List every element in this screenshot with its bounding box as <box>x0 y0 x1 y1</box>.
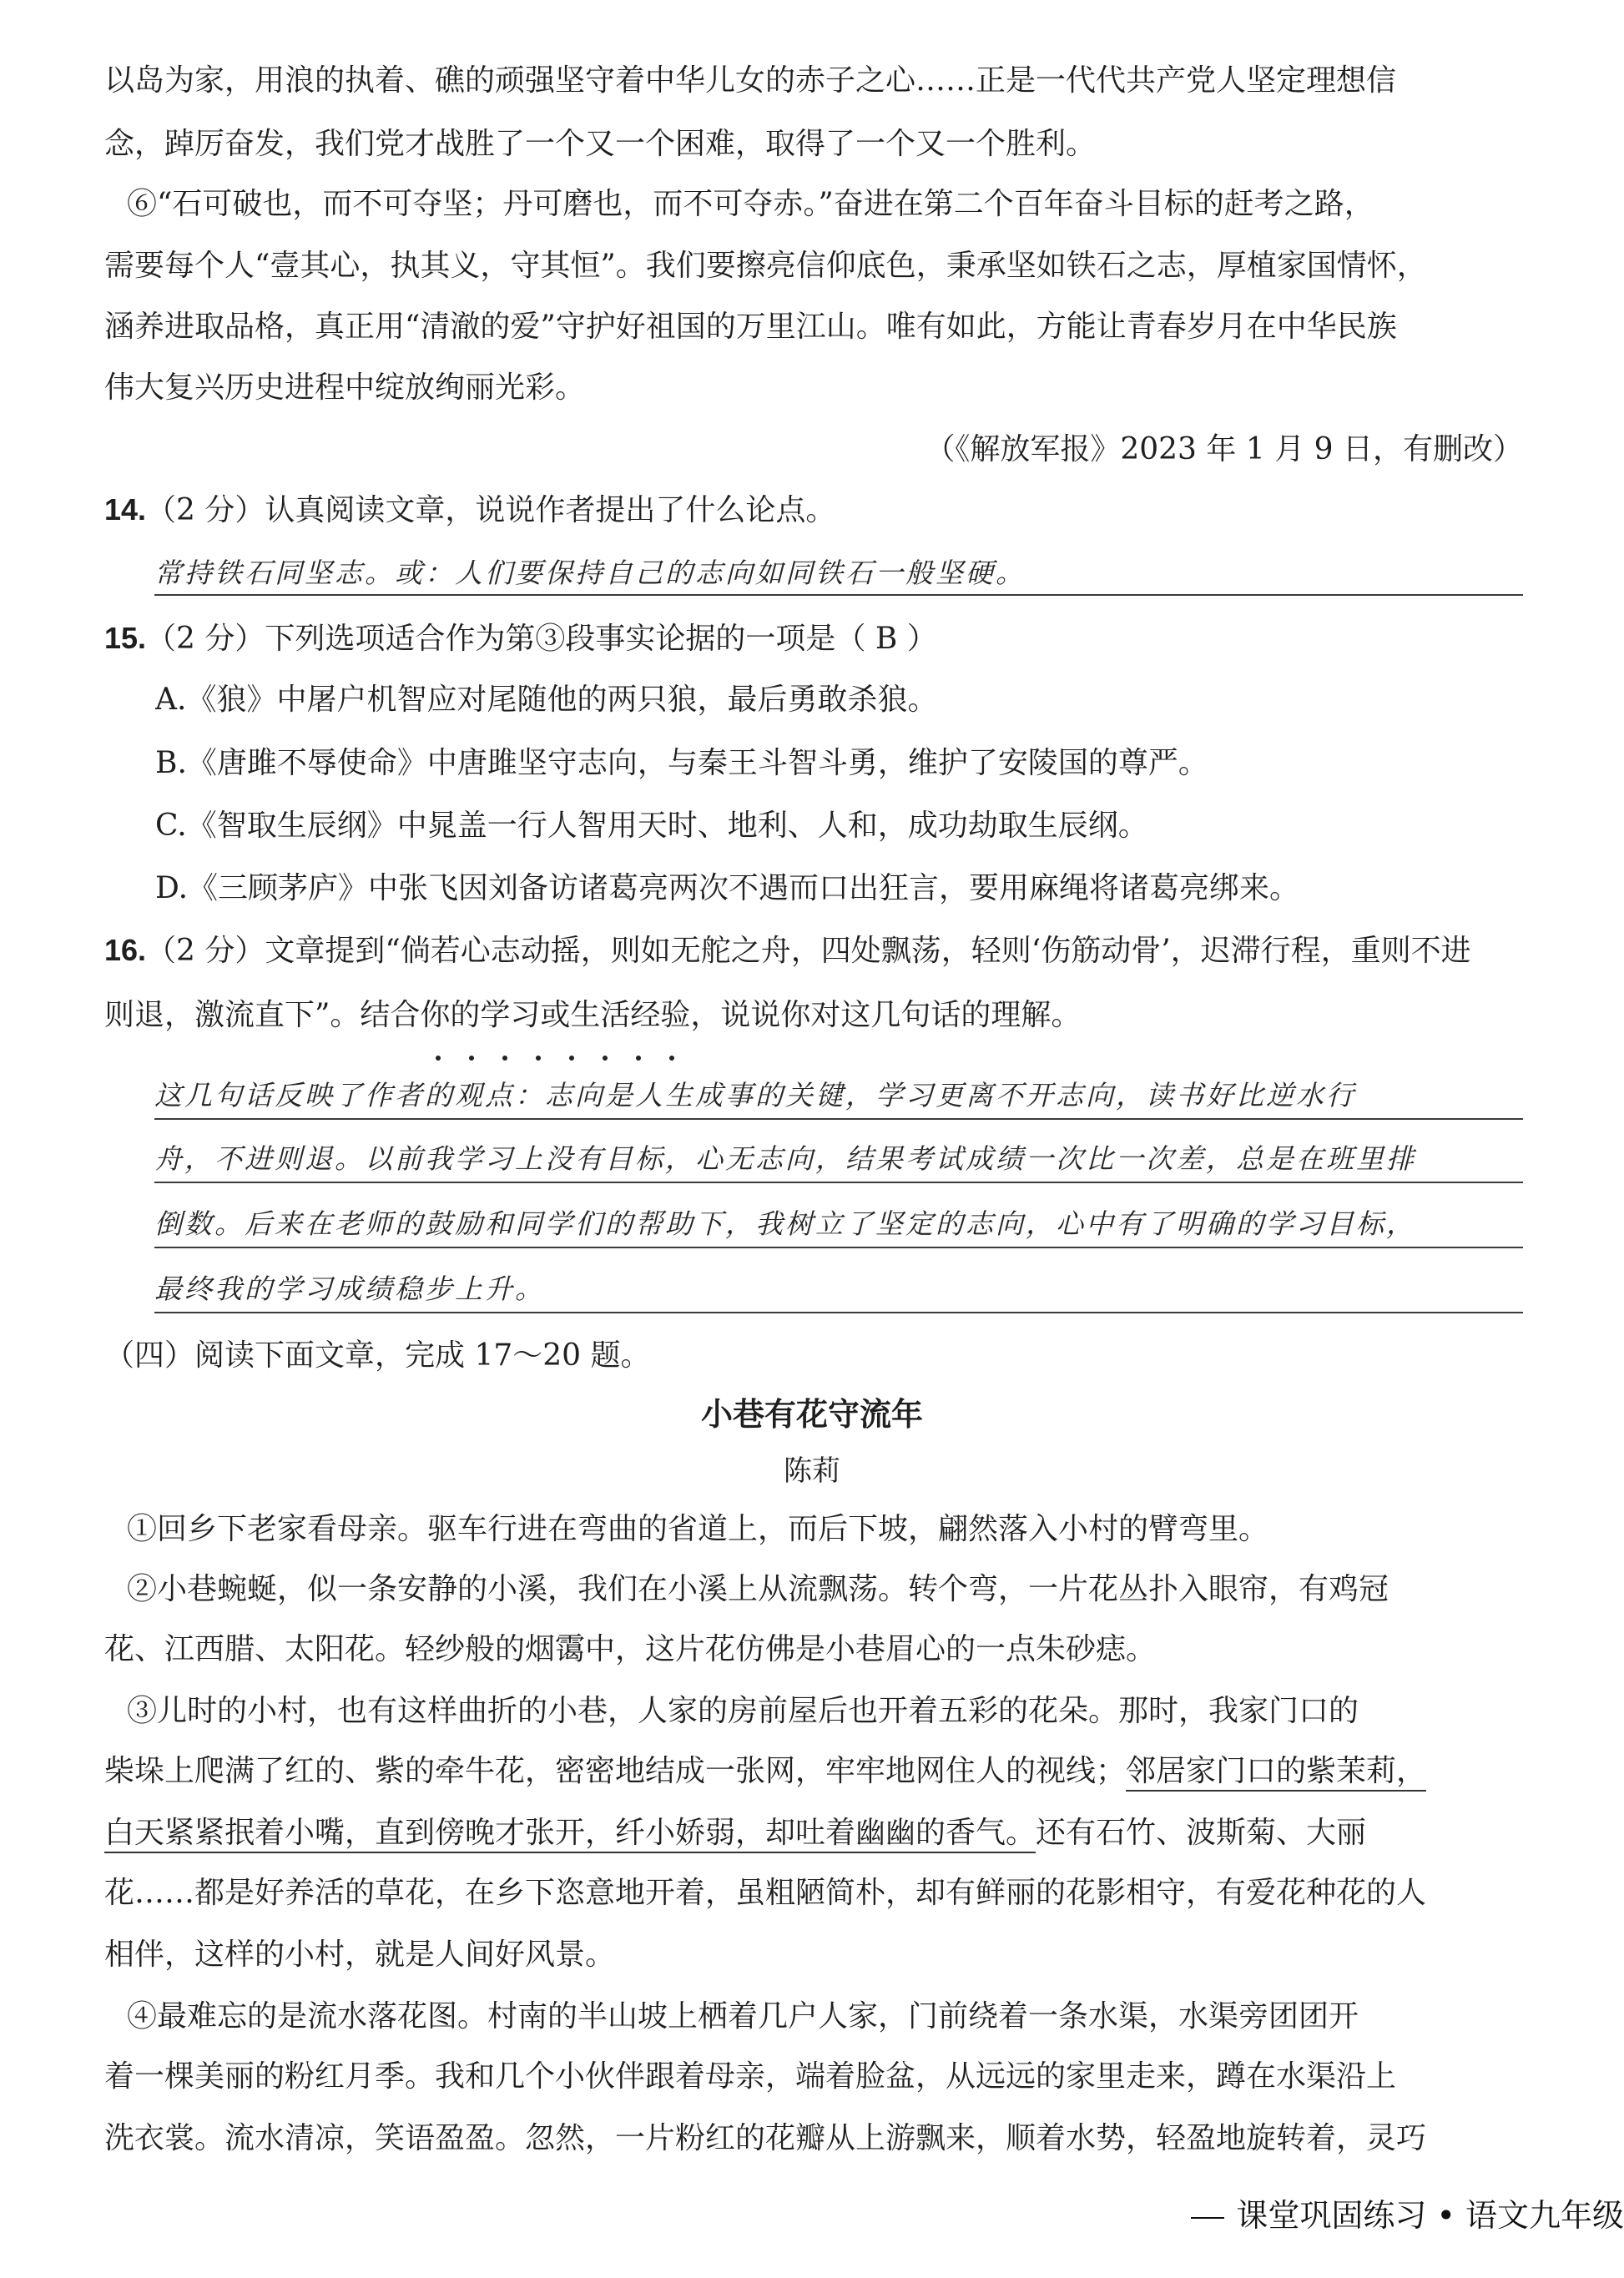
text-segment: 柴垛上爬满了红的、紫的牵牛花，密密地结成一张网，牢牢地网住人的视线； <box>104 1754 1127 1788</box>
paragraph-line <box>104 1749 1523 1794</box>
passage-line: 以岛为家，用浪的执着、礁的顽强坚守着中华儿女的赤子之心……正是一代代共产党人坚定理想信 <box>104 63 1397 98</box>
text-segment: 还有石竹、波斯菊、大丽 <box>1036 1816 1367 1850</box>
source-citation: （《解放军报》2023 年 1 月 9 日，有删改） <box>925 432 1523 466</box>
question-15 <box>104 616 1523 662</box>
option-d: D.《三顾茅庐》中张飞因刘备访诸葛亮两次不遇而口出狂言，要用麻绳将诸葛亮绑来。 <box>155 871 1300 905</box>
article-author: 陈莉 <box>784 1454 840 1488</box>
paragraph-line: 相伴，这样的小村，就是人间好风景。 <box>104 1938 616 1972</box>
passage-line: 涵养进取品格，真正用“清澈的爱”守护好祖国的万里江山。唯有如此，方能让青春岁月在中华民族 <box>104 310 1397 344</box>
answer-line <box>154 594 1523 596</box>
answer-16-line: 舟，不进则退。以前我学习上没有目标，心无志向，结果考试成绩一次比一次差，总是在班里排 <box>154 1142 1416 1175</box>
question-text: （2 分）文章提到“倘若心志动摇，则如无舵之舟，四处飘荡，轻则‘伤筋动骨’，迟滞行程，重则不进 <box>146 934 1471 968</box>
paragraph-line <box>104 1811 1523 1856</box>
passage-line: 需要每个人“壹其心，执其义，守其恒”。我们要擦亮信仰底色，秉承坚如铁石之志，厚植家国情怀， <box>104 249 1427 283</box>
paragraph-line: 花……都是好养活的草花，在乡下恣意地开着，虽粗陋简朴，却有鲜丽的花影相守，有爱花种花的人 <box>104 1876 1427 1910</box>
question-text: （2 分）下列选项适合作为第③段事实论据的一项是（ B ） <box>146 622 937 656</box>
answer-line <box>154 1182 1523 1183</box>
paragraph-line: 洗衣裳。流水清凉，笑语盈盈。忽然，一片粉红的花瓣从上游飘来，顺着水势，轻盈地旋转着，灵巧 <box>104 2121 1427 2155</box>
question-14 <box>104 487 1523 533</box>
option-c: C.《智取生辰纲》中晁盖一行人智用天时、地利、人和，成功劫取生辰纲。 <box>155 809 1148 843</box>
question-number: 15. <box>104 621 147 655</box>
passage-line: 伟大复兴历史进程中绽放绚丽光彩。 <box>104 370 586 405</box>
paragraph-line: 花、江西腊、太阳花。轻纱般的烟霭中，这片花仿佛是小巷眉心的一点朱砂痣。 <box>104 1632 1157 1666</box>
article-title: 小巷有花守流年 <box>700 1396 923 1433</box>
answer-14: 常持铁石同坚志。或：人们要保持自己的志向如同铁石一般坚硬。 <box>154 557 1026 589</box>
answer-16-line: 最终我的学习成绩稳步上升。 <box>154 1273 545 1305</box>
answer-line <box>154 1312 1523 1313</box>
footer-text: 课堂巩固练习 • 语文九年级 <box>1236 2197 1624 2234</box>
paragraph-line: ②小巷蜿蜒，似一条安静的小溪，我们在小溪上从流飘荡。转个弯，一片花丛扑入眼帘，有鸡冠 <box>127 1572 1389 1606</box>
underlined-text: 白天紧紧抿着小嘴，直到傍晚才张开，纤小娇弱，却吐着幽幽的香气。 <box>104 1816 1036 1853</box>
question-16-cont: 则退，激流直下”。结合你的学习或生活经验，说说你对这几句话的理解。 <box>104 998 1082 1032</box>
paragraph-line: ③儿时的小村，也有这样曲折的小巷，人家的房前屋后也开着五彩的花朵。那时，我家门口的 <box>127 1694 1359 1728</box>
underlined-text: 邻居家门口的紫茉莉， <box>1126 1754 1426 1792</box>
paragraph-line: 着一棵美丽的粉红月季。我和几个小伙伴跟着母亲，端着脸盆，从远远的家里走来，蹲在水渠沿上 <box>104 2059 1397 2094</box>
answer-line <box>154 1118 1523 1120</box>
option-a: A.《狼》中屠户机智应对尾随他的两只狼，最后勇敢杀狼。 <box>155 683 938 717</box>
option-b: B.《唐雎不辱使命》中唐雎坚守志向，与秦王斗智斗勇，维护了安陵国的尊严。 <box>155 746 1208 780</box>
footer-dash <box>1191 2217 1224 2219</box>
question-16 <box>104 928 1523 974</box>
passage-line: ⑥“石可破也，而不可夺坚；丹可磨也，而不可夺赤。”奋进在第二个百年奋斗目标的赶考之路， <box>127 187 1374 221</box>
answer-16-line: 倒数。后来在老师的鼓励和同学们的帮助下，我树立了坚定的志向，心中有了明确的学习目标， <box>154 1207 1416 1240</box>
paragraph-line: ①回乡下老家看母亲。驱车行进在弯曲的省道上，而后下坡，翩然落入小村的臂弯里。 <box>127 1512 1269 1546</box>
answer-line <box>154 1247 1523 1248</box>
section-heading: （四）阅读下面文章，完成 17～20 题。 <box>104 1338 651 1373</box>
question-number: 16. <box>104 933 147 967</box>
passage-line: 念，踔厉奋发，我们党才战胜了一个又一个困难，取得了一个又一个胜利。 <box>104 127 1097 161</box>
question-text: （2 分）认真阅读文章，说说作者提出了什么论点。 <box>146 493 836 527</box>
paragraph-line: ④最难忘的是流水落花图。村南的半山坡上栖着几户人家，门前绕着一条水渠，水渠旁团团开 <box>127 1999 1359 2034</box>
page-footer <box>1123 2186 1624 2245</box>
emphasis-dots <box>436 1048 703 1055</box>
answer-16-line: 这几句话反映了作者的观点：志向是人生成事的关键，学习更离不开志向，读书好比逆水行 <box>154 1079 1356 1111</box>
question-number: 14. <box>104 492 147 527</box>
